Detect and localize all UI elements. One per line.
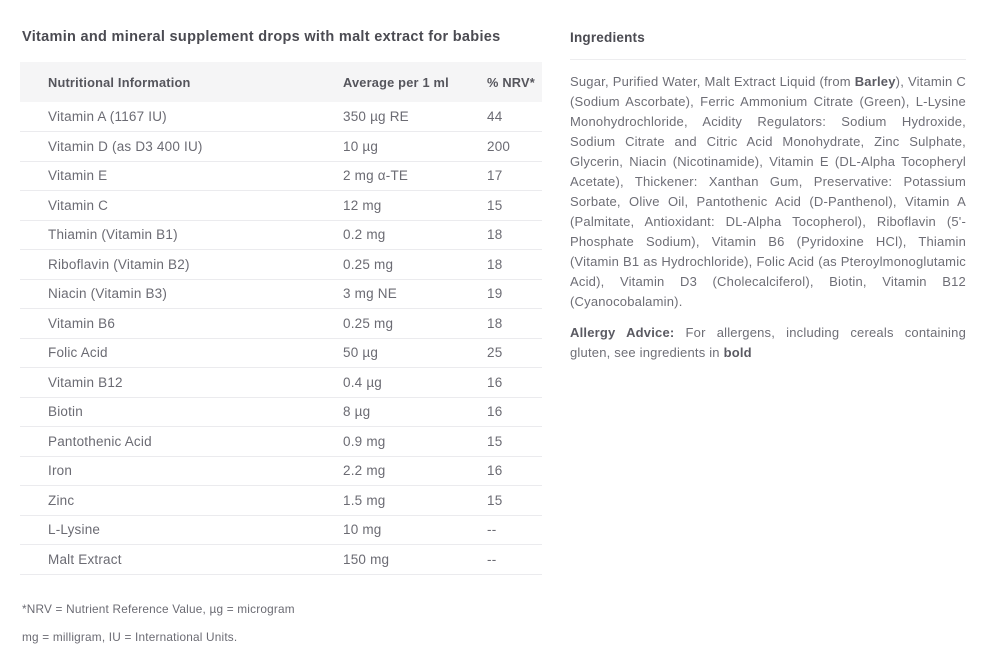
nutrient-name: Niacin (Vitamin B3) xyxy=(20,279,343,309)
nutrient-amount: 10 mg xyxy=(343,515,487,545)
nutrient-amount: 0.25 mg xyxy=(343,309,487,339)
footnote-nrv-definition: *NRV = Nutrient Reference Value, µg = microgram xyxy=(22,601,295,616)
nutrient-amount: 10 µg xyxy=(343,132,487,162)
ingredients-segment-1: Barley xyxy=(854,74,896,89)
nutrient-amount: 350 µg RE xyxy=(343,102,487,132)
nutrition-table xyxy=(20,62,542,575)
nutrient-amount: 3 mg NE xyxy=(343,279,487,309)
nutrient-name: Pantothenic Acid xyxy=(20,427,343,457)
table-row xyxy=(20,338,542,368)
table-row xyxy=(20,309,542,339)
nutrient-name: Vitamin E xyxy=(20,161,343,191)
nutrient-name: Vitamin A (1167 IU) xyxy=(20,102,343,132)
nutrient-nrv: 25 xyxy=(487,338,542,368)
nutrient-nrv: 17 xyxy=(487,161,542,191)
ingredients-heading: Ingredients xyxy=(570,30,645,45)
nutrient-amount: 0.2 mg xyxy=(343,220,487,250)
nutrient-amount: 0.9 mg xyxy=(343,427,487,457)
nutrient-amount: 2 mg α-TE xyxy=(343,161,487,191)
nutrient-nrv: 16 xyxy=(487,368,542,398)
table-row xyxy=(20,515,542,545)
allergy-advice-text xyxy=(570,323,966,363)
table-row xyxy=(20,191,542,221)
nutrient-name: Iron xyxy=(20,456,343,486)
nutrient-name: Vitamin B6 xyxy=(20,309,343,339)
nutrient-name: Folic Acid xyxy=(20,338,343,368)
nutrient-name: Vitamin D (as D3 400 IU) xyxy=(20,132,343,162)
col-header-nutritional-information: Nutritional Information xyxy=(20,62,343,102)
page-title: Vitamin and mineral supplement drops with malt extract for babies xyxy=(22,29,501,45)
col-header-average-per-1ml: Average per 1 ml xyxy=(343,62,487,102)
col-header-percent-nrv: % NRV* xyxy=(487,62,542,102)
nutrient-nrv: 18 xyxy=(487,309,542,339)
ingredients-segment-0: Sugar, Purified Water, Malt Extract Liquid (from xyxy=(570,74,855,89)
table-row xyxy=(20,220,542,250)
ingredients-text xyxy=(570,72,966,312)
nutrient-nrv: 15 xyxy=(487,191,542,221)
nutrient-name: Biotin xyxy=(20,397,343,427)
table-row xyxy=(20,368,542,398)
footnote-units-definition: mg = milligram, IU = International Units. xyxy=(22,629,238,644)
table-row xyxy=(20,279,542,309)
nutrient-amount: 12 mg xyxy=(343,191,487,221)
nutrient-amount: 0.25 mg xyxy=(343,250,487,280)
table-row xyxy=(20,486,542,516)
nutrient-name: L-Lysine xyxy=(20,515,343,545)
table-row xyxy=(20,545,542,575)
table-row xyxy=(20,102,542,132)
table-row xyxy=(20,427,542,457)
allergy-segment-1: For allergens, including cereals containing gluten, see ingredients in xyxy=(570,325,966,360)
table-row xyxy=(20,397,542,427)
nutrient-nrv: -- xyxy=(487,515,542,545)
nutrient-amount: 8 µg xyxy=(343,397,487,427)
nutrient-nrv: 18 xyxy=(487,220,542,250)
nutrient-nrv: 16 xyxy=(487,397,542,427)
allergy-segment-2: bold xyxy=(723,345,752,360)
table-row xyxy=(20,250,542,280)
ingredients-segment-2: ), Vitamin C (Sodium Ascorbate), Ferric Ammonium Citrate (Green), L-Lysine Monohydrochloride, Acidity Regulators: Sodium Hydroxide, Sodium Citrate and Citric Acid Monohydrate, Zinc Sulphate, Glycerin, Niacin (Nicotinamide), Vitamin E (DL-Alpha Tocopheryl Acetate), Thickener: Xanthan Gum, Preservative: Potassium Sorbate, Olive Oil, Pantothenic Acid (D-Panthenol), Vitamin A (Palmitate, Antioxidant: DL-Alpha Tocopherol), Riboflavin (5'-Phosphate Sodium), Vitamin B6 (Pyridoxine HCl), Thiamin (Vitamin B1 as Hydrochloride), Folic Acid (as Pteroylmonoglutamic Acid), Vitamin D3 (Cholecalciferol), Biotin, Vitamin B12 (Cyanocobalamin). xyxy=(570,74,966,309)
nutrient-amount: 50 µg xyxy=(343,338,487,368)
nutrient-amount: 0.4 µg xyxy=(343,368,487,398)
nutrient-nrv: 16 xyxy=(487,456,542,486)
ingredients-divider xyxy=(570,59,966,60)
allergy-segment-0: Allergy Advice: xyxy=(570,325,675,340)
nutrient-name: Vitamin B12 xyxy=(20,368,343,398)
table-row xyxy=(20,132,542,162)
table-row xyxy=(20,456,542,486)
nutrient-nrv: 15 xyxy=(487,486,542,516)
nutrient-nrv: -- xyxy=(487,545,542,575)
ingredients-section xyxy=(570,29,966,672)
nutrient-nrv: 44 xyxy=(487,102,542,132)
nutrient-nrv: 15 xyxy=(487,427,542,457)
nutrient-nrv: 200 xyxy=(487,132,542,162)
table-row xyxy=(20,161,542,191)
nutrient-nrv: 19 xyxy=(487,279,542,309)
nutrient-name: Thiamin (Vitamin B1) xyxy=(20,220,343,250)
nutrition-table-section xyxy=(20,29,542,672)
nutrient-amount: 2.2 mg xyxy=(343,456,487,486)
nutrient-amount: 150 mg xyxy=(343,545,487,575)
nutrient-nrv: 18 xyxy=(487,250,542,280)
nutrient-name: Malt Extract xyxy=(20,545,343,575)
nutrient-name: Riboflavin (Vitamin B2) xyxy=(20,250,343,280)
nutrient-amount: 1.5 mg xyxy=(343,486,487,516)
nutrient-name: Vitamin C xyxy=(20,191,343,221)
table-header-row xyxy=(20,62,542,102)
nutrient-name: Zinc xyxy=(20,486,343,516)
